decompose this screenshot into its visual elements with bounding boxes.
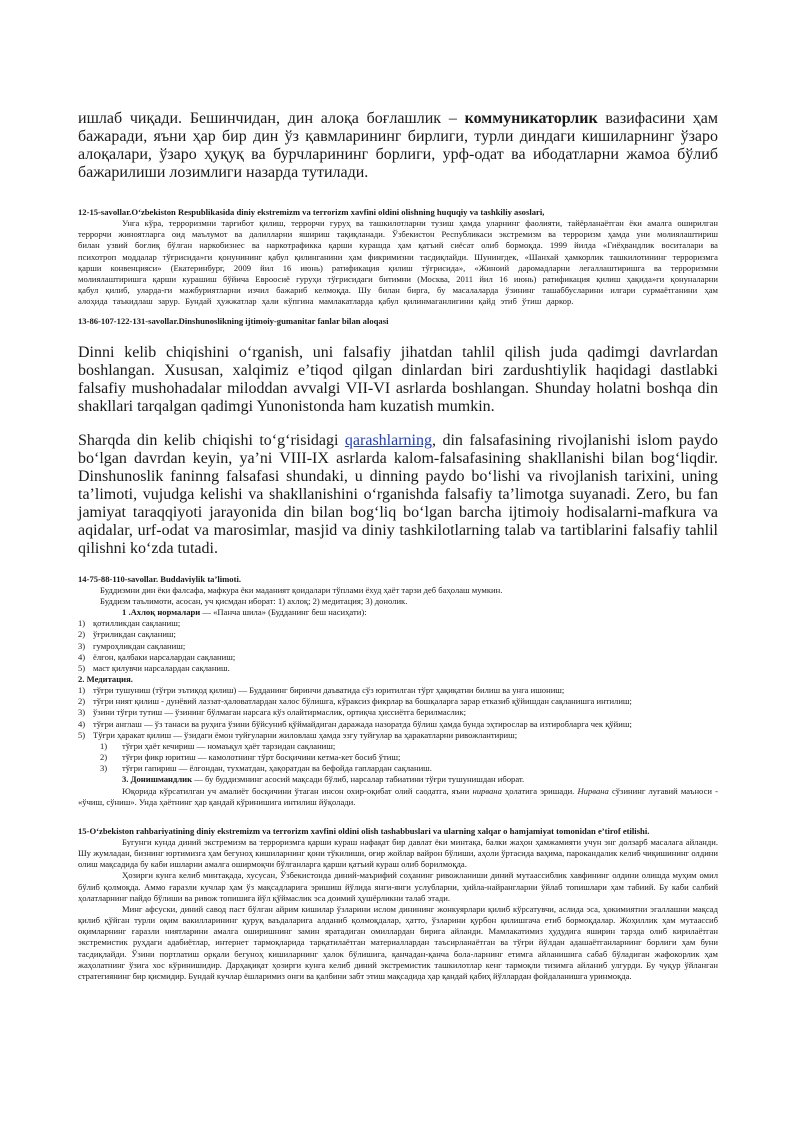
list-item-number: 1) bbox=[100, 740, 108, 751]
nirvana-text-a: Юқорида кўрсатилган уч амалиёт босқичини ўтаган инсон охир-оқибат олий саодатга, яъни bbox=[122, 785, 473, 796]
list-item-number: 3) bbox=[78, 640, 86, 651]
list-item bbox=[78, 652, 718, 663]
list-item bbox=[78, 730, 718, 741]
list-item bbox=[78, 719, 718, 730]
list-item-number: 2) bbox=[78, 629, 86, 640]
list-item bbox=[78, 685, 718, 696]
list-item-number: 2) bbox=[100, 752, 108, 763]
dinshunoslik-paragraph-1: Dinni kelib chiqishini o‘rganish, uni falsafiy jihatdan tahlil qilish juda qadimgi davrlardan boshlangan. Xususan, xalqimiz e’tiqod qilgan dinlardan biri zardushtiylik haqidagi dastlabki falsafiy mushohadalar miloddan avvalgi VII-VI asrlarda boshlangan. Shunday holatni boshqa din shakllari tarqalgan qadimgi Yunonistonda ham kuzatish mumkin. bbox=[78, 343, 718, 415]
initiatives-paragraph: Ҳозирги кунга келиб минтақада, хусусан, Ўзбекистонда диний-маърифий соҳанинг ривожланиши диний мутаассиблик хавфининг олдини олишда муҳим омил бўлиб қолмоқда. Аммо ғаразли кучлар ҳам ўз мақсадларига эришиш йўлида янги-янги услубларни, ҳийла-найрангларни ўйлаб топишлари ҳам табиий. Бу каби салбий ҳолатларнинг пайдо бўлиши ва ривож топишига йўл қўймаслик эса доимий ҳушёрликни талаб этади. bbox=[78, 870, 718, 903]
section-heading-initiatives: 15-O‘zbekiston rahbariyatining diniy ekstremizm va terrorizm xavfini oldini olish tashabbuslari va ularning xalqar o hamjamiyat tomonidan e’tirof etilishi. bbox=[78, 825, 650, 836]
initiatives-paragraphs bbox=[78, 837, 718, 982]
list-item-number: 1) bbox=[78, 618, 86, 629]
list-item bbox=[78, 752, 718, 763]
initiatives-paragraph: Минг афсуски, диний савод паст бўлган айрим кишилар ўзларини ислом динининг жонкуярлари қилиб кўрсатувчи, аслида эса, ҳокимиятни эгаллашни мақсад қилиб қўйган турли оқим вакилларининг қуруқ ваъдаларига алданиб қолмоқдалар, ҳатто, ўзларини қурбон қилишгача етиб бормоқдалар. Жоҳиллик ҳам мутаассиб оқимларнинг ғаразли ниятларини амалга оширишнинг замин яратадиган омиллардан бирига айланди. Мамлакатимиз ҳудудига яширин тарзда олиб кирилаётган экстремистик руҳдаги адабиётлар, интернет тармоқларида тарқатилаётган материаллардан таъсирланаётган ва тўғри йўлдан адашаётганларнинг борлиги ҳам буни тасдиқлайди. Ўзини портлатиш орқали бегуноҳ кишиларнинг ҳалок бўлишига, қанчадан-қанча бола-ларнинг етимга айланишига сабаб бўладиган жафокорлик ҳам жаҳолатнинг ўзига хос кўринишидир. Дарҳақиқат ҳозирги кунга келиб диний экстремистик ташкилотлар кенг тармоқли тизимга айланиб улгурди. Бу чуқур ўйланган стратегиянинг бир қисмидир. Бундай кучлар ёшларимиз онги ва қалбини забт этиш мақсадида ҳар қандай қабиҳ йўллардан фойдаланишга уринмоқда. bbox=[78, 903, 718, 981]
section-heading-dinshunoslik: 13-86-107-122-131-savollar.Dinshunoslikning ijtimoiy-gumanitar fanlar bilan aloqasi bbox=[78, 316, 389, 327]
intro-text-b: вазифасини ҳам бажаради, яъни ҳар бир дин ўз қавмларининг бирлиги, турли диндаги кишиларнинг ўзаро алоқалари, ўзаро ҳуқуқ ва бурчларининг борлиги, урф-одат ва ибодатларни жамоа бўлиб бажарилиши лозимлиги назарда тутилади. bbox=[78, 110, 718, 181]
list-item-text: Тўғри ҳаракат қилиш — ўзидаги ёмон туйғуларни жиловлаш ҳамда эзгу туйғулар ва ҳаракатларни ривожлантириш; bbox=[93, 729, 518, 740]
list-item-text: қотилликдан сақланиш; bbox=[93, 618, 181, 629]
intro-text-a: ишлаб чиқади. Бешинчидан, дин алоқа боғлашлик – bbox=[78, 110, 465, 127]
list-item-text: тўғри фикр юритиш — камолотнинг тўрт босқичини кетма-кет босиб ўтиш; bbox=[122, 752, 401, 763]
buddhism-intro-2: Буддизм таълимоти, асосан, уч қисмдан иборат: 1) ахлоқ; 2) медитация; 3) донолик. bbox=[100, 595, 408, 606]
donishmandlik-rest: — бу буддизмнинг асосий мақсади бўлиб, нарсалар табиатини тўғри тушунишдан иборат. bbox=[192, 774, 525, 785]
list-item-number: 4) bbox=[78, 718, 86, 729]
list-item-text: тўғри англаш — ўз танаси ва руҳига ўзини бўйсуниб қўймайдиган даражада назоратда бўлиш ҳамда бунда эҳтирослар ва изтиробларга чек қўйиш; bbox=[93, 718, 632, 729]
list-item-number: 5) bbox=[78, 662, 86, 673]
nirvana-text-c: сўзининг луғавий маъноси - «ўчиш, сўниш». Унда ҳаётнинг ҳар қандай кўринишига интилиш йўқолади. bbox=[78, 785, 718, 807]
dinshunoslik-text-a: Sharqda din kelib chiqishi to‘g‘risidagi bbox=[78, 431, 345, 449]
list-item-text: тўғри гапириш — ёлғондан, тухматдан, ҳақоратдан ва бефойда гаплардан сақланиш. bbox=[122, 763, 432, 774]
meditation-heading: 2. Медитация. bbox=[78, 673, 133, 684]
list-item-text: ўзини тўғри тутиш — ўзининг бўлмаган нарсага кўз олайтирмаслик, ортиқча ҳиссиётга берилмаслик; bbox=[93, 707, 466, 718]
list-item bbox=[78, 741, 718, 752]
nirvana-paragraph bbox=[78, 786, 718, 808]
intro-paragraph bbox=[78, 110, 718, 182]
qarashlarning-link[interactable]: qarashlarning bbox=[344, 431, 432, 449]
buddhism-intro-1: Буддизмни дин ёки фалсафа, мафкура ёки маданият қоидалари тўплами ёхуд ҳаёт тарзи деб баҳолаш мумкин. bbox=[100, 584, 503, 595]
legal-basis-paragraph: Унга кўра, терроризмни тарғибот қилиш, террорчи гуруҳ ва ташкилотларни тузиш ҳамда уларнинг фаолияти, тайёрланаётган ёки амалга оширилган террорчи жиноятларга оид маълумот ва далилларни яшириш тақиқланади. Ўзбекистон Республикаси экстремизм ва терроризм ҳамда уни молиялаштириш билан узвий боғлиқ бўлган наркобизнес ва наркотрафикка қарши курашда ҳам қатъий сиёсат олиб бормоқда. 1999 йилда «Гиёҳвандлик воситалари ва психотроп моддалар тўғрисида»ги қонунининг қабул қилинганини ҳам фикримизни тасдиқлайди. Шунингдек, «Шанхай ҳамкорлик ташкилотининг терроризмга қарши конвенцияси» (Екатеринбург, 2009 йил 16 июнь) ратификация қилиш тўғрисида», «Жиноий даромадларни легаллаштиришга ва терроризмни молиялаштиришга қарши курашиш бўйича Евроосиё гуруҳи тўғрисидаги битимни (Москва, 2011 йил 16 июнь) ратификация қилиш ҳақида»ги қонуналарни қабул қилиб, уларда-ги мажбуриятларни изчил бажариб келмоқда. Шу билан бирга, бу масалаларда ўзининг ташаббусларини илгари сурмаётганини ҳам алоҳида таъкидлаш зарур. Бундай ҳужжатлар ҳали кўпгина мамлакатларда қабул қилинмаганлигини қайд этиб ўтиш даркор. bbox=[78, 218, 718, 307]
initiatives-paragraph: Бугунги кунда диний экстремизм ва терроризмга қарши кураш нафақат бир давлат ёки минтақа, балки жаҳон ҳамжамияти учун энг долзарб масалага айланди. Шу жумладан, бизнинг юртимизга ҳам бегуноҳ кишиларнинг қони тўкилиши, оғир жойлар вайрон бўлиши, аҳоли ўртасида ваҳима, парокандалик келиб чиқишининг олдини олиш мақсадида бу каби ишларни амалга оширмоқчи бўлганларга қарши қатъий кураш олиб борилмоқда. bbox=[78, 837, 718, 870]
list-item-number: 3) bbox=[78, 707, 86, 718]
list-item bbox=[78, 707, 718, 718]
list-item-number: 4) bbox=[78, 651, 86, 662]
list-item bbox=[78, 641, 718, 652]
list-item bbox=[78, 663, 718, 674]
nirvana-text-b: ҳолатига эришади. bbox=[501, 785, 578, 796]
list-item-number: 2) bbox=[78, 696, 86, 707]
nirvana-italic-2: Нирвана bbox=[577, 785, 609, 796]
donishmandlik-line bbox=[78, 774, 718, 785]
donishmandlik-bold: 3. Донишмандлик bbox=[122, 774, 193, 785]
list-item bbox=[78, 629, 718, 640]
list-item bbox=[78, 763, 718, 774]
list-item-number: 1) bbox=[78, 685, 86, 696]
meditation-sub-list bbox=[78, 741, 718, 774]
dinshunoslik-text-b: , din falsafasining rivojlanishi islom paydo bo‘lgan davrdan keyin, ya’ni VIII-IX asrlarda kalom-falsafasining shakllanishi bilan bog‘liqdir. Dinshunoslik faninng falsafasi shundaki, u dinning paydo bo‘lishi va rivojlanish tarixini, uning ta’limoti, vujudga kelishi va shakllanishini o‘rganishda falsafiy ta’limotga suyanadi. Zero, bu fan jamiyat taraqqiyoti jarayonida din bilan bog‘liq bo‘lgan barcha ijtimoiy hodisalarni-mafkura va aqidalar, urf-odat va marosimlar, masjid va diniy tashkilotlarning talab va tartiblarini falsafiy tahlil qilishni ko‘zda tutadi. bbox=[78, 431, 719, 557]
list-item bbox=[78, 618, 718, 629]
ahloq-rest: — «Панча шила» (Будданинг беш насиҳати): bbox=[200, 607, 367, 618]
intro-bold-term: коммуникаторлик bbox=[464, 110, 598, 127]
ahloq-heading bbox=[78, 607, 718, 618]
list-item-number: 5) bbox=[78, 729, 86, 740]
list-item-text: ўғриликдан сақланиш; bbox=[93, 629, 176, 640]
nirvana-italic-1: нирвана bbox=[472, 785, 502, 796]
dinshunoslik-paragraph-2 bbox=[78, 432, 718, 558]
section-heading-legal-basis: 12-15-savollar.O‘zbekiston Respublikasida diniy ekstremizm va terrorizm xavfini oldini olishning huquqiy va tashkiliy asoslari, bbox=[78, 207, 545, 217]
meditation-list bbox=[78, 685, 718, 741]
ahloq-bold: 1 .Ахлоқ нормалари bbox=[122, 607, 201, 618]
meditation-heading-text: 2. Медитация bbox=[78, 673, 131, 684]
section-heading-buddhism: 14-75-88-110-savollar. Buddaviylik ta’limoti. bbox=[78, 573, 241, 584]
list-item-text: тўғри тушуниш (тўғри эътиқод қилиш) — Будданинг биринчи даъватида сўз юритилган тўрт ҳақиқатни билиш ва унга ишониш; bbox=[93, 685, 565, 696]
list-item-text: тўғри ният қилиш - дунёвий лаззат-ҳаловатлардан халос бўлишга, кўраксиз фикрлар ва бошқаларга зарар етказиб қўйишдан сақланишга интилиш; bbox=[93, 696, 632, 707]
list-item-text: маст қилувчи нарсалардан сақланиш. bbox=[93, 662, 230, 673]
list-item-text: ёлғон, қалбаки нарсалардан сақланиш; bbox=[93, 651, 236, 662]
ahloq-list bbox=[78, 618, 718, 674]
list-item-number: 3) bbox=[100, 763, 108, 774]
list-item-text: гумроҳликдан сақланиш; bbox=[93, 640, 186, 651]
list-item-text: тўғри ҳаёт кечириш — номаъқул ҳаёт тарзидан сақланиш; bbox=[122, 740, 336, 751]
list-item bbox=[78, 696, 718, 707]
